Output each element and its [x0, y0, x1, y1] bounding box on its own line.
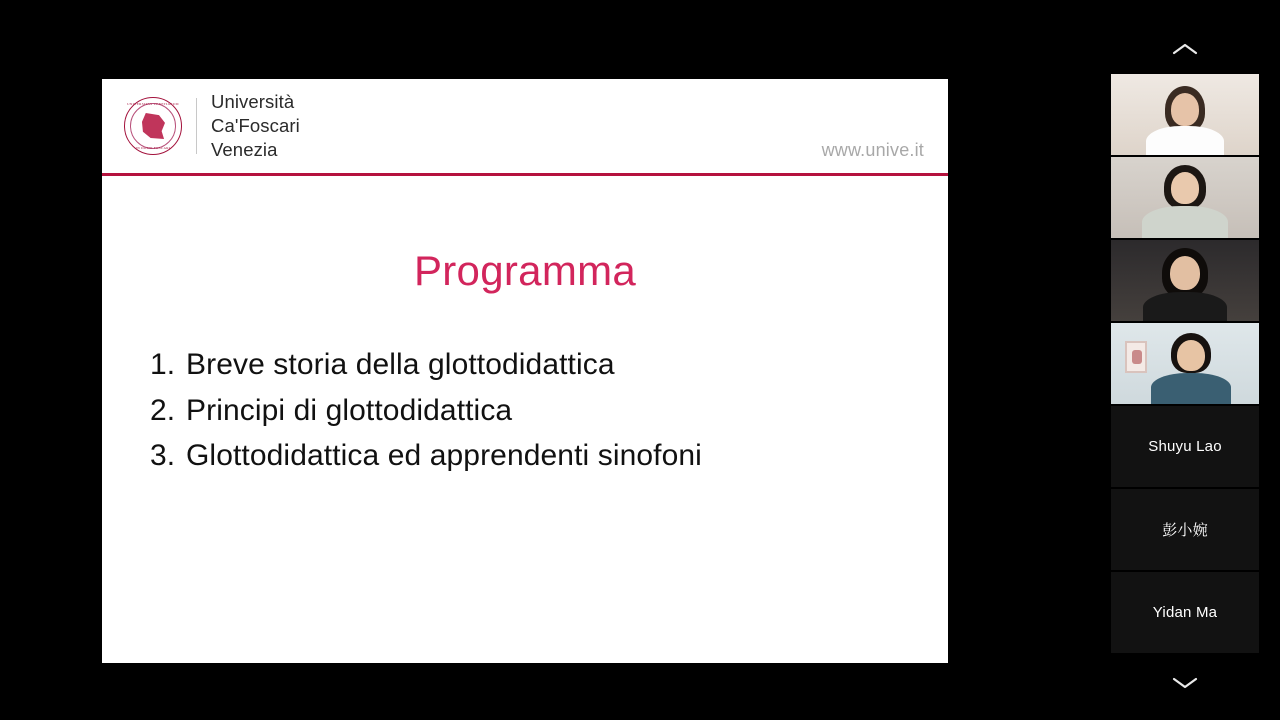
university-name — [211, 90, 300, 161]
participant-tiles — [1111, 74, 1259, 653]
university-name-line2: Ca'Foscari — [211, 115, 300, 137]
participant-name: 彭小婉 — [1162, 522, 1208, 539]
slide-body — [102, 247, 948, 663]
chevron-down-icon — [1172, 676, 1198, 690]
participant-video-2 — [1111, 157, 1259, 238]
scroll-down-button[interactable] — [1090, 662, 1280, 704]
participant-video-3 — [1111, 240, 1259, 321]
participant-tile-shuyu-lao[interactable] — [1111, 406, 1259, 487]
slide-website-url: www.unive.it — [821, 140, 924, 160]
slide-header — [102, 79, 948, 176]
university-logo — [124, 90, 300, 161]
agenda-item — [150, 388, 948, 434]
slide-title: Programma — [413, 247, 637, 294]
logo-divider — [196, 98, 197, 154]
agenda-item-text: Glottodidattica ed apprendenti sinofoni — [186, 439, 702, 473]
participant-video-1 — [1111, 74, 1259, 155]
agenda-item-number: 3. — [150, 439, 176, 473]
participant-video-4 — [1111, 323, 1259, 404]
lion-glyph-icon — [141, 113, 165, 139]
agenda-item — [150, 433, 948, 479]
scroll-up-button[interactable] — [1090, 28, 1280, 70]
agenda-list — [150, 342, 948, 479]
presentation-slide — [102, 79, 948, 663]
participant-tile-3[interactable] — [1111, 240, 1259, 321]
chevron-up-icon — [1172, 42, 1198, 56]
participant-tile-1[interactable] — [1111, 74, 1259, 155]
ca-foscari-seal-icon — [124, 97, 182, 155]
university-name-line3: Venezia — [211, 138, 278, 160]
participant-tile-yidan-ma[interactable] — [1111, 572, 1259, 653]
seal-text-top: UNIVERSITAS VENETIARUM — [127, 101, 179, 106]
agenda-item-text: Breve storia della glottodidattica — [186, 348, 615, 381]
participant-sidebar — [1090, 0, 1280, 720]
participant-tile-2[interactable] — [1111, 157, 1259, 238]
participant-tile-4[interactable] — [1111, 323, 1259, 404]
agenda-item — [150, 342, 948, 388]
agenda-item-text: Principi di glottodidattica — [186, 393, 513, 427]
agenda-item-number: 1. — [150, 348, 176, 381]
university-name-line1: Università — [211, 91, 295, 113]
participant-tile-peng-xiaowan[interactable] — [1111, 489, 1259, 570]
agenda-item-number: 2. — [150, 393, 176, 427]
participant-name: Yidan Ma — [1152, 604, 1218, 621]
participant-name: Shuyu Lao — [1148, 438, 1222, 455]
seal-text-bottom: IN DOMO FOSCARI — [135, 145, 171, 150]
